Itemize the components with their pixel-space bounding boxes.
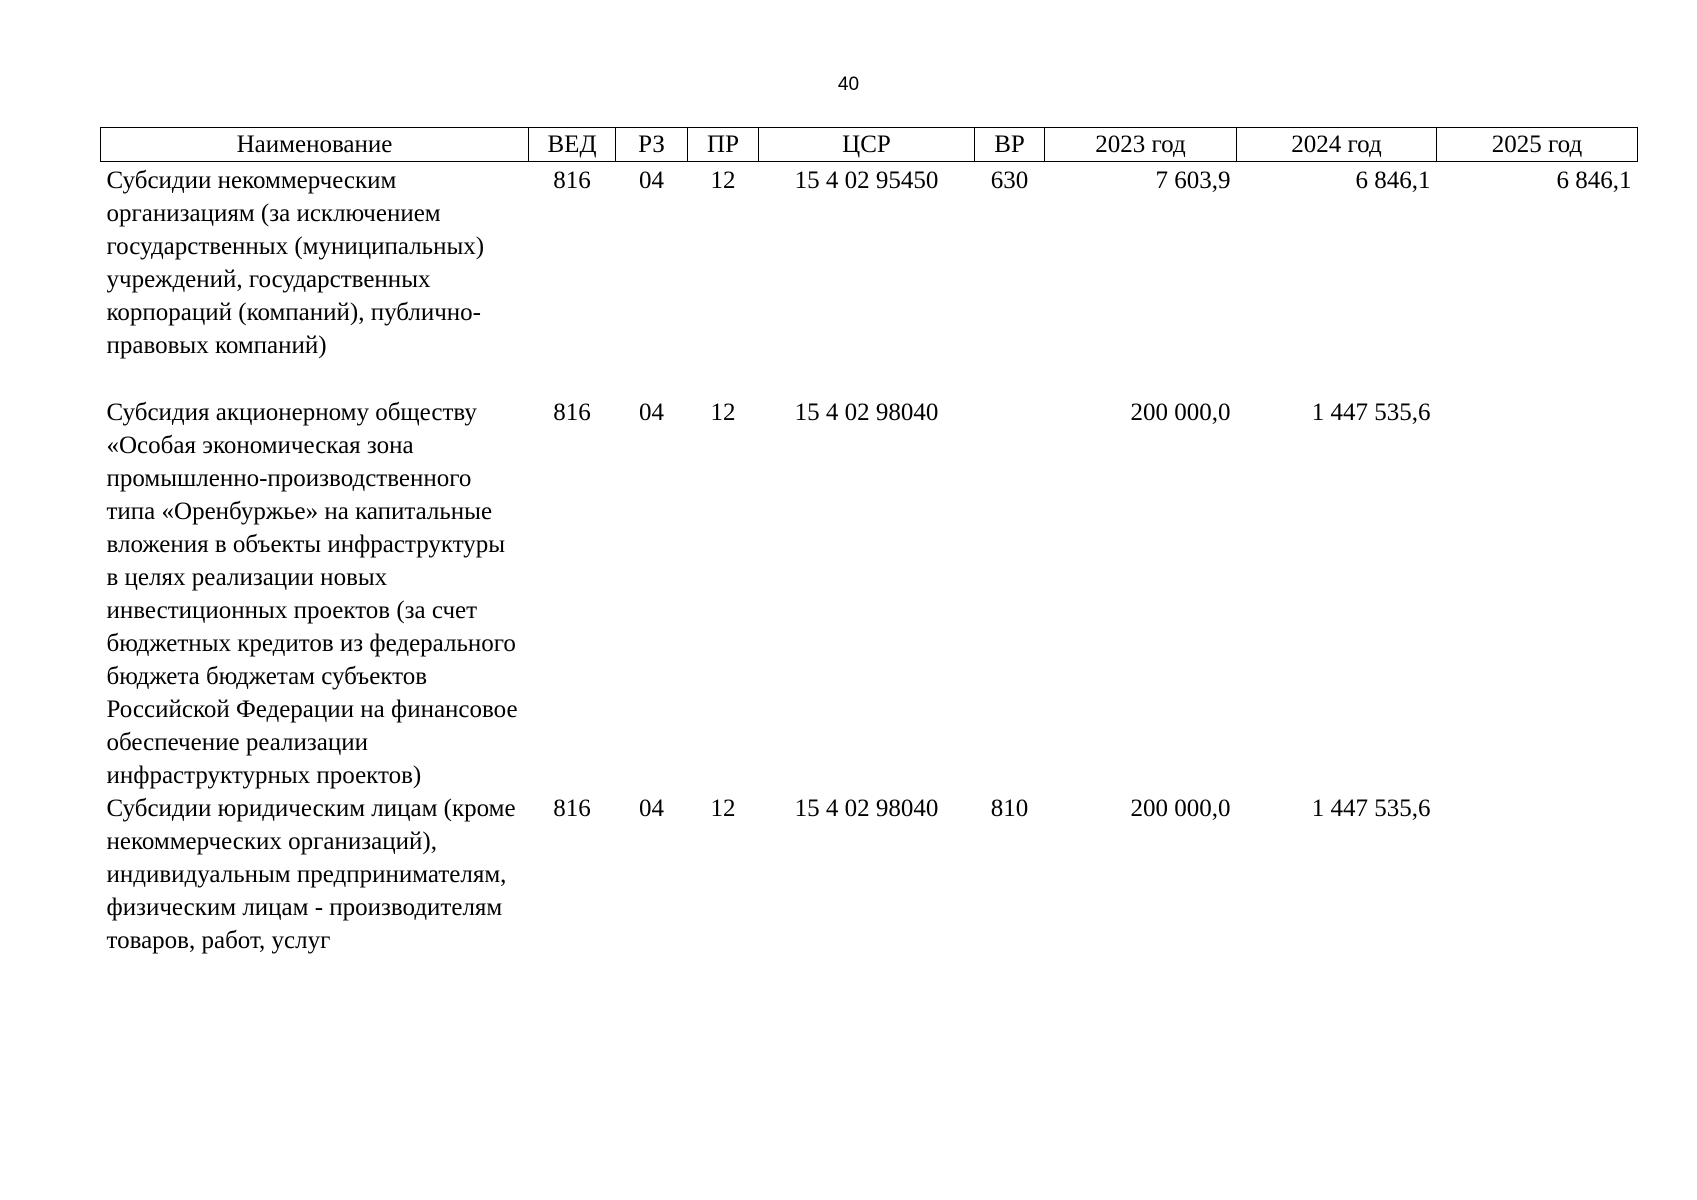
row-name: Субсидии некоммерческим организациям (за исключением государственных (муниципальных) учреждений, государственных корпораций (компаний), публично-правовых компаний): [106, 167, 485, 359]
row-ved: 816: [553, 167, 591, 194]
row-csr: 15 4 02 98040: [794, 795, 939, 822]
row-2023: 7 603,9: [1155, 167, 1231, 194]
row-pr: 12: [710, 399, 736, 426]
row-name: Субсидия акционерному обществу «Особая экономическая зона промышленно-производственного типа «Оренбуржье» на капитальные вложения в объекты инфраструктуры в целях реализации новых инвестиционных проектов (за счет бюджетных кредитов из федерального бюджета бюджетам субъектов Российской Федерации на финансовое обеспечение реализации инфраструктурных проектов): [106, 399, 518, 789]
row-vr: 630: [990, 167, 1029, 194]
row-pr: 12: [710, 795, 736, 822]
row-ved: 816: [553, 399, 591, 426]
row-name: Субсидии юридическим лицам (кроме некоммерческих организаций), индивидуальным предпринимателям, физическим лицам - производителям товаров, работ, услуг: [106, 795, 516, 954]
header-csr: ЦСР: [759, 128, 975, 162]
header-2024: 2024 год: [1237, 128, 1437, 162]
row-csr: 15 4 02 98040: [794, 399, 939, 426]
row-ved: 816: [553, 795, 591, 822]
table-header-row: [101, 128, 1638, 162]
table-row: [101, 362, 1638, 792]
row-rz: 04: [639, 795, 664, 822]
row-2025: [1437, 792, 1638, 957]
header-vr: ВР: [975, 128, 1045, 162]
row-2023: 200 000,0: [1130, 399, 1231, 426]
header-pr: ПР: [688, 128, 759, 162]
row-2024: 6 846,1: [1355, 167, 1431, 194]
row-vr: 810: [990, 795, 1029, 822]
row-rz: 04: [639, 167, 664, 194]
header-name: Наименование: [101, 128, 529, 162]
row-2023: 200 000,0: [1130, 795, 1231, 822]
budget-table: [100, 127, 1638, 957]
page-number: 40: [837, 74, 860, 95]
row-2025: [1437, 362, 1638, 792]
row-2024: 1 447 535,6: [1311, 399, 1431, 426]
header-2023: 2023 год: [1045, 128, 1237, 162]
header-2025: 2025 год: [1437, 128, 1638, 162]
row-rz: 04: [639, 399, 664, 426]
table-row: [101, 792, 1638, 957]
header-rz: РЗ: [616, 128, 688, 162]
row-vr: [975, 362, 1045, 792]
row-csr: 15 4 02 95450: [794, 167, 939, 194]
header-ved: ВЕД: [529, 128, 616, 162]
row-2024: 1 447 535,6: [1311, 795, 1431, 822]
table-row: [101, 162, 1638, 363]
row-pr: 12: [710, 167, 736, 194]
row-2025: 6 846,1: [1556, 167, 1632, 194]
